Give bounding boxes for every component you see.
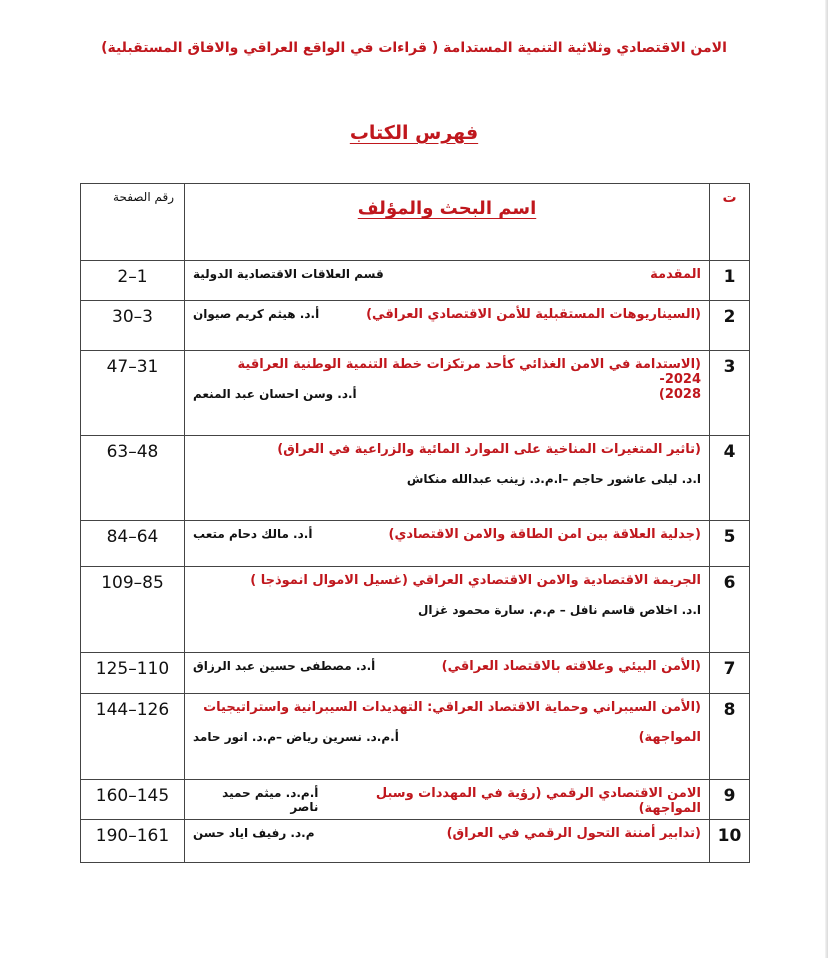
research-title: (جدلية العلاقة بين امن الطاقة والامن الاقتصادي) (388, 527, 701, 542)
research-title: (تاثير المتغيرات المناخية على الموارد المائية والزراعية في العراق) (277, 442, 701, 457)
author: أ.د. وسن احسان عبد المنعم (193, 387, 357, 401)
index-title (0, 122, 828, 144)
header-pages: رقم الصفحة (81, 184, 185, 261)
page-range: 84–64 (81, 521, 185, 567)
research-title: (تدابير أمننة التحول الرقمي في العراق) (446, 826, 701, 841)
table-row (81, 694, 750, 780)
header-title (185, 184, 710, 261)
table-row (81, 567, 750, 653)
page-range: 63–48 (81, 436, 185, 521)
author: أ.م.د. نسرين رياض –م.د. انور حامد (193, 730, 399, 744)
table-row (81, 780, 750, 820)
table-row (81, 301, 750, 351)
header-number: ت (710, 184, 750, 261)
table-header-row (81, 184, 750, 261)
table-row (81, 351, 750, 436)
page-range: 144–126 (81, 694, 185, 780)
row-content (185, 820, 710, 863)
contents-table (80, 183, 750, 863)
research-title-continued: 2028) (658, 387, 701, 402)
header-title-text: اسم البحث والمؤلف (357, 198, 537, 219)
row-content (185, 567, 710, 653)
author: ا.د. ليلى عاشور حاجم –ا.م.د. زينب عبدالله منكاش (406, 472, 701, 486)
research-title: المقدمة (650, 267, 701, 282)
table-row (81, 261, 750, 301)
author: أ.د. مالك دحام متعب (193, 527, 313, 541)
row-content (185, 694, 710, 780)
page-range: 47–31 (81, 351, 185, 436)
research-title: (السيناريوهات المستقبلية للأمن الاقتصادي العراقي) (366, 307, 701, 322)
author: أ.د. مصطفى حسين عبد الرزاق (193, 659, 376, 673)
page-range: 160–145 (81, 780, 185, 820)
row-number: 9 (710, 780, 750, 820)
table-row (81, 653, 750, 694)
page-range: 190–161 (81, 820, 185, 863)
index-title-text: فهرس الكتاب (349, 122, 479, 144)
row-number: 8 (710, 694, 750, 780)
author: قسم العلاقات الاقتصادية الدولية (193, 267, 384, 281)
author: أ.د. هيثم كريم صيوان (193, 307, 320, 321)
row-content (185, 521, 710, 567)
row-number: 4 (710, 436, 750, 521)
row-number: 7 (710, 653, 750, 694)
row-content (185, 780, 710, 820)
row-number: 6 (710, 567, 750, 653)
book-title: الامن الاقتصادي وثلاثية التنمية المستدامة ( قراءات في الواقع العراقي والافاق المستقبلية) (101, 40, 727, 56)
page-range: 2–1 (81, 261, 185, 301)
page-range: 30–3 (81, 301, 185, 351)
row-content (185, 351, 710, 436)
research-title: (الاستدامة في الامن الغذائي كأحد مرتكزات خطة التنمية الوطنية العراقية 2024- (237, 357, 701, 387)
research-title: (الأمن البيئي وعلاقته بالاقتصاد العراقي) (441, 659, 701, 674)
author: م.د. رفيف اياد حسن (193, 826, 315, 840)
research-title: (الأمن السيبراني وحماية الاقتصاد العراقي: التهديدات السيبرانية واستراتيجيات (203, 700, 701, 715)
table-row (81, 820, 750, 863)
row-number: 1 (710, 261, 750, 301)
row-number: 10 (710, 820, 750, 863)
author: ا.د. اخلاص قاسم نافل – م.م. سارة محمود غزال (418, 603, 701, 617)
page-range: 109–85 (81, 567, 185, 653)
research-title: الامن الاقتصادي الرقمي (رؤية في المهددات وسبل المواجهة) (375, 786, 701, 816)
row-number: 5 (710, 521, 750, 567)
author: أ.م.د. ميثم حميد ناصر (222, 786, 319, 814)
row-content (185, 653, 710, 694)
row-content (185, 261, 710, 301)
row-content (185, 301, 710, 351)
page-range: 125–110 (81, 653, 185, 694)
table-row (81, 521, 750, 567)
row-number: 3 (710, 351, 750, 436)
row-content (185, 436, 710, 521)
row-number: 2 (710, 301, 750, 351)
table-row (81, 436, 750, 521)
research-title-continued: المواجهة) (638, 730, 701, 745)
research-title: الجريمة الاقتصادية والامن الاقتصادي العراقي (غسيل الاموال انموذجا ) (250, 573, 701, 588)
